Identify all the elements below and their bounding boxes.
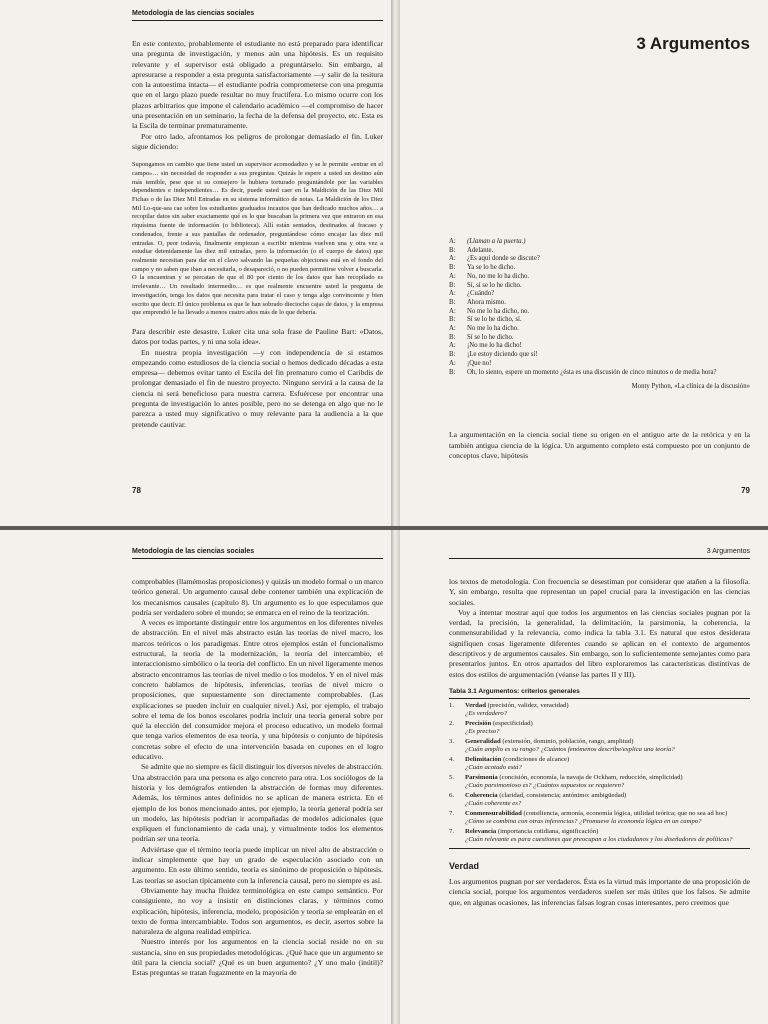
dialog-text: No, no me lo ha dicho.	[467, 272, 530, 280]
dialog-text: Oh, lo siento, espere un momento ¿ésta es una discusión de cinco minutos o de media hora?	[467, 368, 717, 376]
row-number: 3.	[449, 737, 455, 745]
dialog-line	[449, 247, 750, 256]
dialog-text: ¿Cuándo?	[467, 290, 495, 298]
criterion-question: ¿Cuán acotado está?	[465, 764, 522, 772]
dialog-speaker: B:	[449, 333, 456, 341]
criterion-name: Delimitación	[465, 755, 502, 763]
running-head: Metodología de las ciencias sociales	[132, 10, 383, 21]
table-row	[449, 738, 750, 755]
criterion-detail: (especificidad)	[491, 719, 533, 727]
body-text	[449, 877, 750, 908]
dialog-text: ¡No me lo ha dicho!	[467, 342, 522, 350]
table-row	[449, 774, 750, 791]
criteria-table	[449, 702, 750, 845]
criterion-detail: (condiciones de alcance)	[501, 755, 570, 763]
dialog-speaker: B:	[449, 298, 456, 306]
paragraph: Los argumentos pugnan por ser verdaderos. Ésta es la virtud más importante de una proposición de ciencia social, porque los argumentos verdaderos suelen ser más útiles que los falsos. Se admite que, en algunas ocasiones, las inferencias falsas logran cosas interesantes, pero creemos que	[449, 876, 751, 907]
paragraph: Por otro lado, afrontamos los peligros de prolongar demasiado el fin. Luker sigue diciendo:	[132, 131, 383, 151]
criterion-detail: (claridad, consistencia; antónimo: ambigüedad)	[497, 791, 627, 799]
dialog-line	[449, 316, 750, 325]
dialog-speaker: B:	[449, 264, 456, 272]
paragraph: Nuestro interés por los argumentos en la ciencia social reside no en su sustancia, sino en sus propiedades metodológicas. ¿Qué hace que un argumento se útil para la ciencia social? ¿Qué es un buen argumento? ¿Y uno malo (inútil)? Estas preguntas se tratan fugazmente en la mayoría de	[132, 937, 383, 978]
body-text	[132, 577, 383, 979]
criterion-name: Conmensurabilidad	[465, 809, 522, 817]
page-80	[0, 528, 395, 1024]
dialog-speaker: A:	[449, 342, 456, 350]
dialog-speaker: A:	[449, 290, 456, 298]
dialog-line	[449, 351, 750, 360]
dialog-text: (Llaman a la puerta.)	[467, 238, 526, 245]
row-content	[465, 828, 732, 845]
paragraph: comprobables (llamémoslas proposiciones) y quizás un modelo formal o un marco teórico general. Un argumento causal debe contener también una explicación de los mecanismos causales (capítulo 8). Un argumento es lo que especulamos que podría ser verdadero sobre el mundo; se enmarca en el reino de la teorización.	[132, 577, 383, 617]
row-number: 6.	[449, 791, 455, 799]
dialog-text: No me lo ha dicho.	[467, 325, 519, 333]
criterion-name: Generalidad	[465, 737, 501, 745]
dialog-text: Ya se lo he dicho.	[467, 264, 516, 272]
page-number: 79	[741, 486, 750, 495]
table-row	[449, 792, 750, 809]
dialog-text: ¿Es aquí donde se discute?	[467, 255, 540, 263]
dialog-speaker: A:	[449, 307, 456, 315]
row-number: 1.	[449, 701, 455, 709]
dialog-line	[449, 325, 750, 334]
row-content	[465, 810, 727, 827]
dialog-line	[449, 255, 750, 264]
section-heading: Verdad	[449, 860, 480, 871]
body-text	[449, 577, 750, 680]
criterion-name: Verdad	[465, 701, 486, 709]
body-text	[132, 327, 383, 430]
paragraph: En nuestra propia investigación —y con independencia de si estamos empezando como estudiosos de la ciencia social o hemos dedicado décadas a esta empresa— debemos evitar tanto el Escila del fin prematuro como el Caribdis de prolongar demasiado el fin de nuestro proyecto. Ninguno servirá a la causa de la ciencia ni será beneficioso para nuestra carrera. Esfuércese por encontrar una pregunta de investigación lo antes posible, pero no se detenga en algo que no le parezca a usted muy significativo o muy relevante para la audiencia a la que pretende cautivar.	[132, 347, 383, 429]
criterion-question: ¿Cuán parsimonioso es? ¿Cuántos supuestos se requieren?	[465, 782, 625, 790]
dialog-line	[449, 308, 750, 317]
criterion-detail: (precisión, validez, veracidad)	[485, 701, 569, 709]
dialog-speaker: B:	[449, 351, 456, 359]
criterion-question: ¿Cuán amplio es su rango? ¿Cuántos fenómenos describe/explica una teoría?	[465, 746, 675, 754]
row-content	[465, 774, 683, 791]
page-number: 78	[132, 486, 141, 495]
dialog-speaker: B:	[449, 281, 456, 289]
criterion-question: ¿Cuán relevante es para cuestiones que preocupan a los ciudadanos y los diseñadores de políticas?	[465, 836, 733, 844]
row-content	[465, 702, 569, 719]
dialog-text: Sí se lo he dicho, sí.	[467, 316, 522, 324]
dialog-text: Sí se lo he dicho.	[467, 333, 514, 341]
dialog-text: No me lo ha dicho, no.	[467, 307, 530, 315]
table-row	[449, 720, 750, 737]
dialog-line	[449, 238, 750, 247]
table-row	[449, 756, 750, 773]
criterion-detail: (importancia cotidiana, significación)	[496, 827, 599, 835]
criterion-question: ¿Cuán coherente es?	[465, 800, 522, 808]
block-quote: Supongamos en cambio que tiene usted un supervisor acomodadizo y se le permite «entrar en el campo»… sin necesidad de responder a sus preguntas. Quizás le espere a usted un destino aún más temible, pese que si su consejero le hubiera torturado preguntándole por las variables dependientes e independientes… Es decir, puede usted caer en la Maldición de las Diez Mil Fichas o de las Diez Mil Entradas en su sistema informático de notas. La Maldición de los Diez Mil Lo-que-sea cae sobre los estudiantes graduados incautos que han dedicado muchos años… a recopilar datos sin saber exactamente qué es lo que buscaban la primera vez que entraron en esa riquísima fuente de información (o biblioteca). Allí están sentados, destinados al fracaso y condenados, frente a sus pantallas de ordenador, preguntándose cómo encajar las diez mil entradas. O, peor todavía, finalmente empiezan a escribir mientras vuelven una y otra vez a estudiar detenidamente las diez mil entradas, pero la información (o el cuerpo de datos) que realmente necesitan para dar en el clavo salvando las pequeñas objeciones está en el fondo del campo y no saben que iban a necesitarla, o desapareció, o no pueden permitirse volver a buscarla. O la encuentran y se percatan de que el 80 por ciento de los datos que han recopilado es irrelevante… Un resultado intermedio… es que realmente encuentre usted la pregunta de investigación, tenga los datos que necesita para tratar el caso y tenga algo convincente y bien escrito que decir. El único problema es que le han sobrado dieciocho cajas de datos, y la empresa que emprendió le ha llevado a menos cuatro años más de lo que debería.	[132, 161, 383, 317]
criterion-name: Precisión	[465, 719, 492, 727]
page-81	[395, 528, 768, 1024]
dialog-text: Adelante.	[467, 246, 494, 254]
table-row	[449, 810, 750, 827]
row-number: 5.	[449, 773, 455, 781]
dialog-speaker: A:	[449, 359, 456, 367]
table-rule	[449, 848, 750, 849]
running-head: Metodología de las ciencias sociales	[132, 548, 383, 559]
criterion-name: Coherencia	[465, 791, 498, 799]
paragraph: Adviértase que el término teoría puede implicar un nivel alto de abstracción o indicar simplemente que hay un grado de especulación asociado con un argumento. En este último sentido, teoría es sinónimo de proposición o hipótesis. Las teorías se asocian típicamente con la inferencia causal, pero no siempre es así.	[132, 844, 383, 885]
criterion-question: ¿Cómo se combina con otras inferencias? ¿Promueve la economía lógica en un campo?	[465, 818, 702, 826]
dialog-line	[449, 360, 750, 369]
row-content	[465, 738, 675, 755]
row-content	[465, 792, 626, 809]
dialog-line	[449, 273, 750, 282]
dialog-line	[449, 342, 750, 351]
criterion-name: Parsimonia	[465, 773, 498, 781]
running-head: 3 Argumentos	[449, 548, 750, 559]
dialog-line	[449, 299, 750, 308]
dialog-line	[449, 290, 750, 299]
table-row	[449, 702, 750, 719]
dialog-speaker: A:	[449, 272, 456, 280]
page-78	[0, 0, 395, 528]
criterion-question: ¿Es verdadero?	[465, 710, 508, 718]
criterion-question: ¿Es preciso?	[465, 728, 500, 736]
dialog-text: Ahora mismo.	[467, 298, 506, 306]
chapter-title: 3 Argumentos	[636, 34, 750, 53]
dialog-line	[449, 282, 750, 291]
page-79	[395, 0, 768, 528]
criterion-detail: (concisión, economía, la navaja de Ockham, reducción, simplicidad)	[497, 773, 683, 781]
paragraph: Se admite que no siempre es fácil distinguir los diversos niveles de abstracción. Una abstracción para una persona es algo concreto para otra. Los sociólogos de la historia y los demógrafos entienden la abstracción de formas muy diferentes. Además, los términos antes definidos no se aplican de manera estricta. En el ejemplo de los bonos mencionado antes, por ejemplo, la teoría general podría ser un modelo, las hipótesis podrían ir acompañadas de modelos adicionales (que expliquen el funcionamiento de cada una), y virtualmente todos los elementos podrían ser una teoría.	[132, 762, 383, 844]
row-number: 7.	[449, 827, 455, 835]
epigraph-attribution: Monty Python, «La clínica de la discusión»	[631, 383, 750, 391]
dialog-line	[449, 369, 750, 378]
dialog-speaker: B:	[449, 246, 456, 254]
table-title: Tabla 3.1 Argumentos: criterios generales	[449, 688, 750, 699]
chapter-intro	[449, 430, 750, 461]
paragraph: En este contexto, probablemente el estudiante no está preparado para identificar una pregunta de investigación, y menos aún una hipótesis. Es un requisito relevante y el supervisor está obligado a preguntárselo. Sin embargo, al apresurarse a responder a esta pregunta satisfactoriamente —y salir de la tesitura con la autoestima intacta— el estudiante podría comprometerse con una pregunta que en el largo plazo puede resultar no muy fructífera. Lo mismo ocurre con los plazos arbitrarios que impone el calendario académico —el compromiso de hacer una presentación en un seminario, la fecha de la defensa del proyecto, etc. Esta es la Escila de terminar prematuramente.	[132, 39, 383, 131]
paragraph: Para describir este desastre, Luker cita una sola frase de Pauline Bart: «Datos, datos por todas partes, y ni una sola idea».	[132, 326, 383, 347]
paragraph: La argumentación en la ciencia social tiene su origen en el antiguo arte de la retórica y en la también antigua ciencia de la lógica. Un argumento completo está compuesto por un conjunto de conceptos clave, hipótesis	[449, 430, 750, 460]
criterion-detail: (extensión, dominio, población, rango, amplitud)	[500, 737, 634, 745]
dialog-text: ¡Le estoy diciendo que sí!	[467, 351, 538, 359]
dialog-speaker: A:	[449, 238, 456, 245]
dialog-speaker: B:	[449, 368, 456, 376]
table-row	[449, 828, 750, 845]
dialog-text: Sí, sí se lo he dicho.	[467, 281, 522, 289]
row-number: 7.	[449, 809, 455, 817]
dialog-line	[449, 334, 750, 343]
row-content	[465, 756, 569, 773]
dialog-speaker: A:	[449, 325, 456, 333]
criterion-detail: (consiliencia, armonía, economía lógica, utilidad teórica; que no sea ad hoc)	[521, 809, 728, 817]
book-gutter	[391, 0, 400, 1024]
dialog-text: ¡Que no!	[467, 359, 492, 367]
paragraph: A veces es importante distinguir entre los argumentos en los diferentes niveles de abstracción. En el nivel más abstracto están las teorías de nivel macro, los marcos teóricos o los paradigmas. Entre otros ejemplos están el funcionalismo estructural, la teoría de la modernización, la teoría del intercambio, el interaccionismo simbólico o la teoría del conflicto. En un nivel ligeramente menos abstracto encontramos las teorías de nivel medio o los modelos. Y en el nivel más concreto hablamos de hipótesis, inferencias, teorías de nivel micro o proposiciones, que supuestamente son directamente comprobables. (Las explicaciones se pueden incluir en cualquier nivel.) Así, por ejemplo, el trabajo sobre el tema de los bonos escolares podría incluir una teoría general sobre por qué la elección del consumidor mejora el proceso educativo, un modelo formal que tenga varios elementos de esa teoría, y una hipótesis o conjunto de hipótesis concretas sobre el efecto de una intervención basada en cupones en el logro educativo.	[132, 618, 383, 762]
paragraph: Voy a intentar mostrar aquí que todos los argumentos en las ciencias sociales pugnan por la verdad, la precisión, la generalidad, la delimitación, la parsimonia, la coherencia, la conmensurabilidad y la relevancia, como indica la tabla 3.1. Es natural que estos desiderata signifiquen cosas ligeramente diferentes cuando se aplican en el contexto de argumentos descriptivos y de argumentos causales. Sin embargo, son lo suficientemente semejantes como para presentarlos juntos. En otros apartados del libro exploraremos las características distintivas de estos dos estilos de argumentación (véanse las partes II y III).	[449, 607, 750, 679]
row-content	[465, 720, 533, 737]
paragraph: los textos de metodología. Con frecuencia se desestiman por considerar que atañen a la filosofía. Y, sin embargo, resulta que representan un papel crucial para la investigación en las ciencias sociales.	[449, 577, 750, 607]
epigraph-dialog	[449, 238, 750, 377]
dialog-speaker: B:	[449, 316, 456, 324]
dialog-line	[449, 264, 750, 273]
criterion-name: Relevancia	[465, 827, 497, 835]
row-number: 4.	[449, 755, 455, 763]
row-number: 2.	[449, 719, 455, 727]
paragraph: Obviamente hay mucha fluidez terminológica en este campo semántico. Por consiguiente, no voy a insistir en distinciones claras, y términos como explicación, hipótesis, inferencia, modelo, proposición y teoría se emplearán en el texto de forma intercambiable. Todos son argumentos, es decir, asertos sobre la naturaleza de alguna realidad empírica.	[132, 885, 383, 937]
body-text	[132, 39, 383, 152]
dialog-speaker: A:	[449, 255, 456, 263]
scan-separator	[0, 526, 768, 530]
